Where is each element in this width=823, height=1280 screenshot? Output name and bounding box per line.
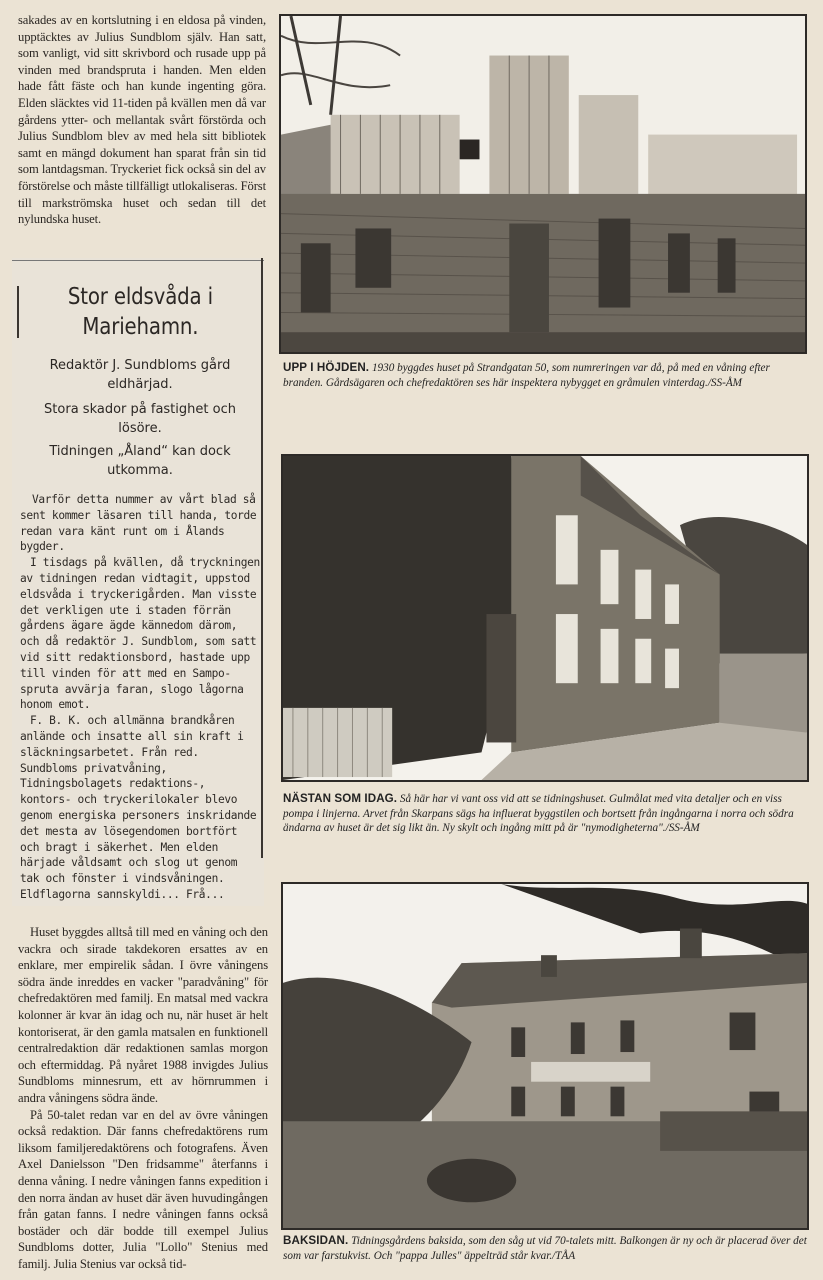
- article-text-bottom: [18, 924, 268, 1272]
- clipping-headline: Stor eldsvåda i Mariehamn.: [67, 284, 213, 340]
- caption-text: Tidningsgårdens baksida, som den såg ut vid 70-talets mitt. Balkongen är ny och är placerad över det som var farstukvist. Och "pappa Julles" äppelträd står kvar./TÅA: [283, 1235, 807, 1262]
- clipping-paragraph: Varför detta nummer av vårt blad så sent kommer läsaren till handa, torde redan vara känt runt om i Ålands bygder.: [20, 493, 257, 554]
- photo-caption: [283, 792, 807, 836]
- photo-newspaper-house: [281, 454, 809, 782]
- article-text-top: sakades av en kortslutning i en eldosa på vinden, upptäcktes av Julius Sundblom själv. Han satt, som vanligt, vid sitt skrivbord och rusade upp på vinden med brandspruta i handen. Men elden hade fått fäste och han kunde ingenting göra. Elden släcktes vid 11-tiden på kvällen men då var gårdens ytter- och mellantak svårt förstörda och Julius Sundblom blev av med hela sitt bibliotek samt en mängd dokument han sparat från sin tid som lantdagsman. Tryckeriet fick också sin del av förstörelse och måste tillfälligt utlokaliseras. Först till markströmska huset och sedan till det nylundska huset.: [18, 13, 266, 227]
- clipping-subheadline: Redaktör J. Sundbloms gård eldhärjad.: [49, 358, 231, 392]
- clipping-paragraph: I tisdags på kvällen, då tryckningen av tidningen redan vidtagit, uppstod eldsvåda i tryckerigården. Man visste det verkligen ute i staden förrän gårdens ägare ägde kännedom därom, och då redaktör J. Sundblom, som satt vid sitt redaktionsbord, hastade upp till vinden för att med en Sampo-spruta avvärja faran, slogo lågorna honom emot.: [20, 556, 260, 712]
- clipping-rule: [261, 258, 263, 858]
- photo-caption: [283, 361, 807, 390]
- article-paragraph: På 50-talet redan var en del av övre våningen också redaktion. Där fanns chefredaktörens rum liksom familjeredaktörens och fotografens. Även Axel Danielsson "Den fridsamme" återfanns i denna våning. I nedre våningen fanns expedition i den norra ändan av huset där även huvudingången från gatan fanns. I nedre våningen fanns också bostäder och där bodde till exempel Julius Sundbloms dotter, Julia "Lollo" Stenius med familj. Julia Stenius var också tid-: [18, 1107, 268, 1271]
- photo-house-construction: [279, 14, 807, 354]
- caption-text: Så här har vi vant oss vid att se tidningshuset. Gulmålat med vita detaljer och en viss pompa i linjerna. Arvet från Skarpans sägs ha influerat byggstilen och bortsett från ingångarna i norra och södra ändarna av huset är det sig likt än. Ny skylt och ingång mitt på är "nymodigheterna"./SS-ÅM: [283, 793, 794, 834]
- caption-text: 1930 byggdes huset på Strandgatan 50, som numreringen var då, på med en våning efter branden. Gårdsägaren och chefredaktören ses här inspektera nybygget en gråmulen vinterdag./SS-ÅM: [283, 362, 770, 389]
- clipping-rule: [17, 286, 19, 338]
- caption-lead: UPP I HÖJDEN.: [283, 361, 370, 374]
- article-paragraph: Huset byggdes alltså till med en våning och den vackra och sirade takdekoren ersattes av en enklare, mer empirelik sådan. I övre våningens södra ände inreddes en vacker "paradvåning" för chefredaktören med familj. En matsal med vackra kolonner är kvar än idag och nu, när huset är helt kontoriserat, är den gamla matsalen en funktionell centralredaktion där redaktionen samlas morgon och eftermiddag. På nyåret 1988 invigdes Julius Sundbloms minnesrum, ett av hörnrummen i andra våningens södra ände.: [18, 925, 268, 1105]
- caption-lead: BAKSIDAN.: [283, 1234, 349, 1247]
- clipping-body: [20, 492, 260, 903]
- photo-house-backside: [281, 882, 809, 1230]
- clipping-rule: [12, 260, 264, 261]
- caption-lead: NÄSTAN SOM IDAG.: [283, 792, 398, 805]
- clipping-paragraph: F. B. K. och allmänna brandkåren anlände och insatte all sin kraft i släckningsarbetet. Från red. Sundbloms privatvåning, Tidningsbolagets redaktions-, kontors- och tryckerilokaler blevo genom energiska personers inskridande det mesta av lösegendomen bortfört och bragt i säkerhet. Men elden härjade våldsamt och slog ut genom tak och fönster i vindsvåningen. Eldflagorna sannskyldi... Frå...: [20, 714, 257, 901]
- photo-caption: [283, 1234, 807, 1263]
- newspaper-clipping: [12, 258, 264, 906]
- clipping-subheadline: Tidningen „Åland“ kan dock utkomma.: [49, 444, 231, 478]
- clipping-subheadline: Stora skador på fastighet och lösöre.: [44, 402, 236, 436]
